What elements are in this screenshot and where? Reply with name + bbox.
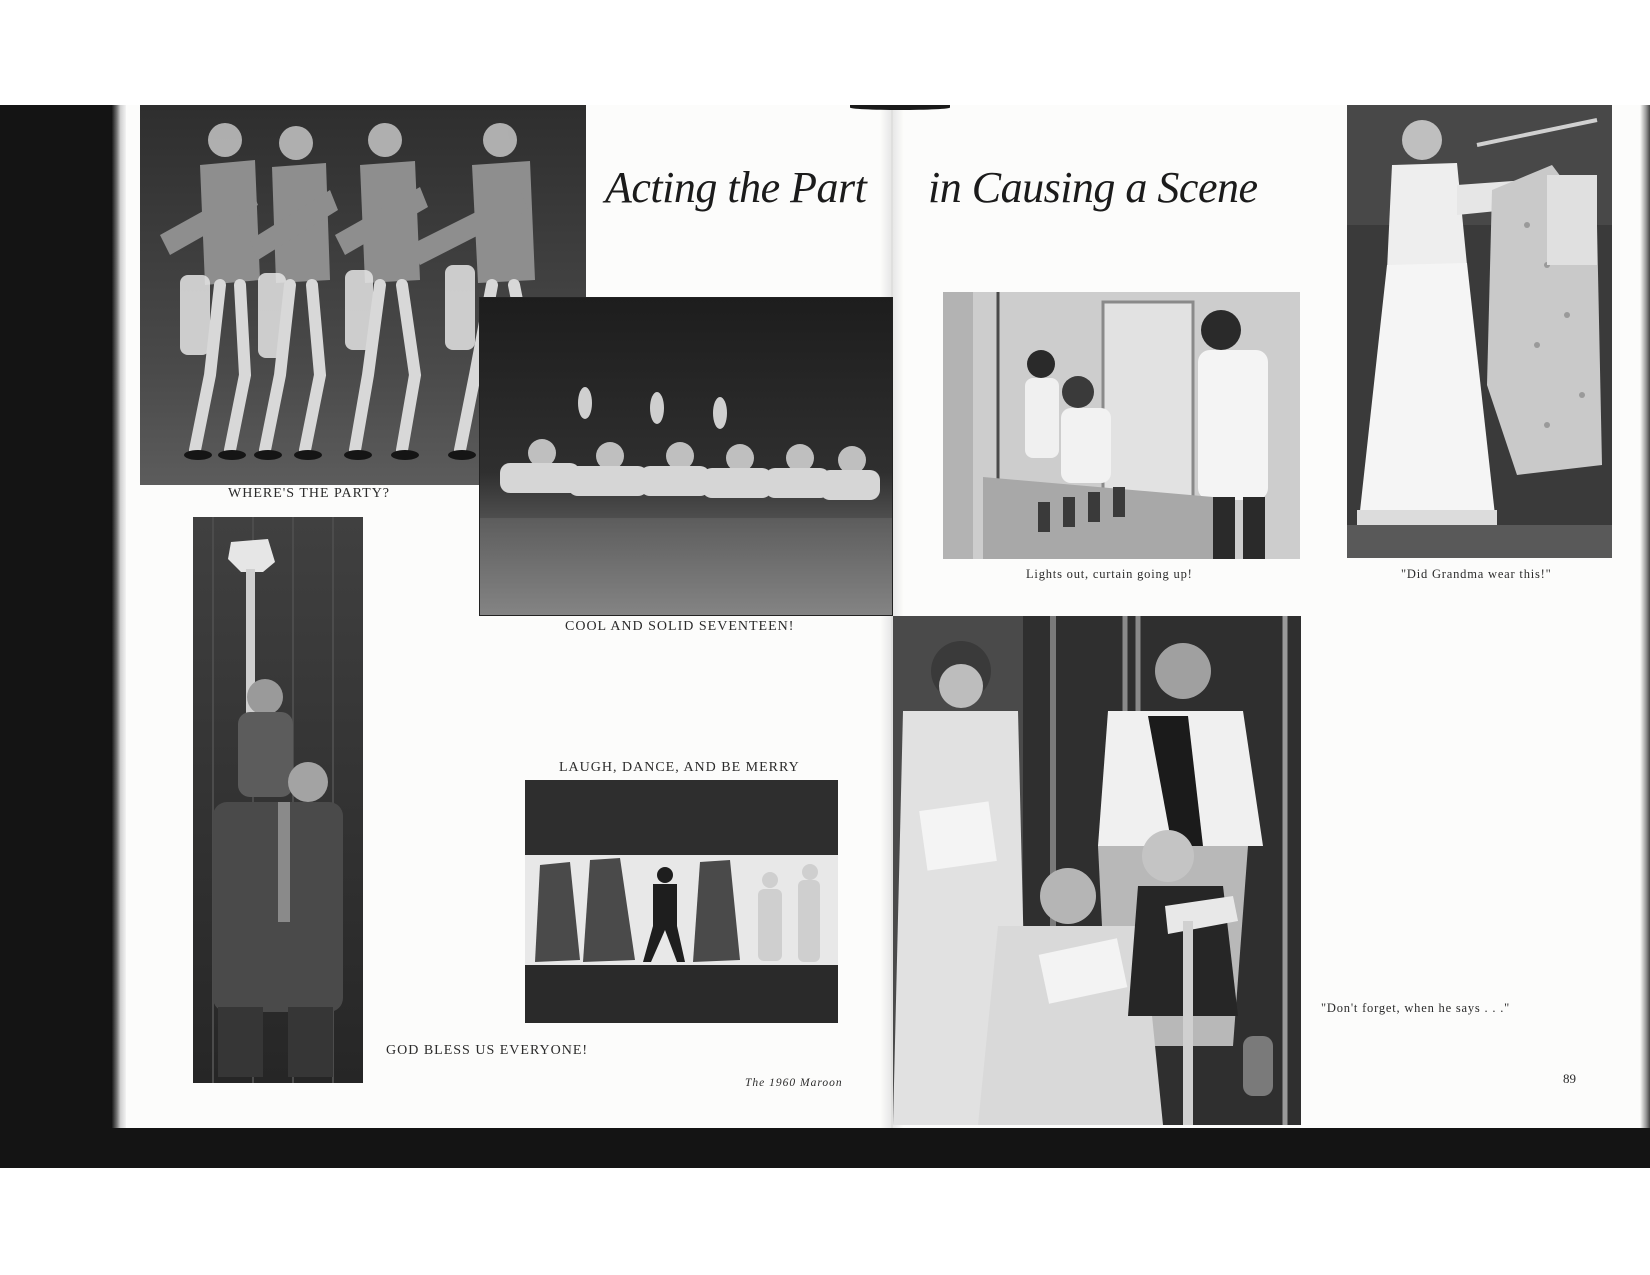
- photo-laugh: [525, 780, 838, 1023]
- page-number: 89: [1563, 1071, 1576, 1086]
- right-page-edge: [1640, 105, 1650, 1128]
- photo-mallet: [193, 517, 363, 1083]
- caption-dont-forget: "Don't forget, when he says . . .": [1321, 1001, 1511, 1015]
- binding-edge: [112, 105, 126, 1128]
- headline-right: in Causing a Scene: [928, 163, 1258, 212]
- photo-lights: [943, 292, 1300, 559]
- folio-publication-name: The 1960 Maroon: [745, 1077, 843, 1089]
- caption-lights: Lights out, curtain going up!: [1026, 567, 1193, 581]
- caption-laugh: LAUGH, DANCE, AND BE MERRY: [559, 760, 800, 775]
- photo-grandma: [1347, 105, 1612, 558]
- photo-dont-forget: [893, 616, 1301, 1125]
- headline-left: Acting the Part: [605, 163, 867, 212]
- caption-party: WHERE'S THE PARTY?: [228, 486, 391, 501]
- caption-seventeen: COOL AND SOLID SEVENTEEN!: [565, 619, 795, 634]
- top-shadow: [850, 105, 950, 110]
- photo-seventeen: [479, 297, 893, 616]
- caption-blessing: GOD BLESS US EVERYONE!: [386, 1043, 589, 1058]
- caption-grandma: "Did Grandma wear this!": [1401, 567, 1552, 581]
